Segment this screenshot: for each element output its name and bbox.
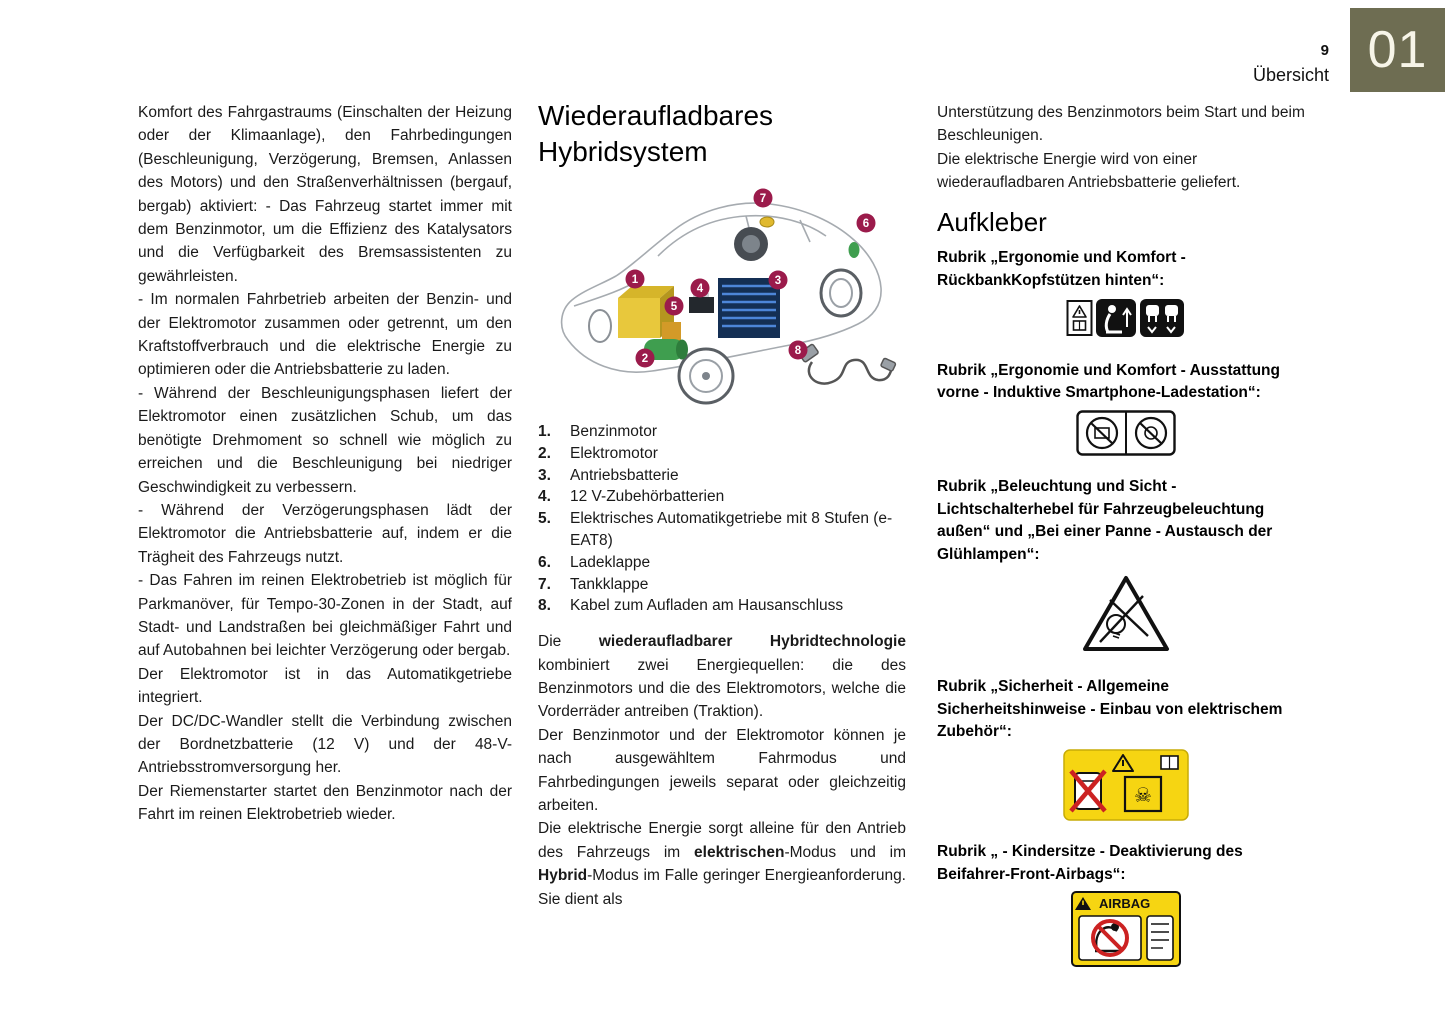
- legend-item: [538, 465, 906, 487]
- marker-3-label: 3: [774, 275, 782, 287]
- sticker-rubrik-label: Rubrik „Sicherheit - Allgemeine Sicherheitshinweise - Einbau von elektrischem Zubehör“:: [937, 678, 1283, 741]
- left-column: [138, 101, 512, 827]
- bulb-warning-sticker-icon: [1080, 572, 1172, 663]
- page-number: 9: [1320, 42, 1329, 59]
- marker-2-label: 2: [641, 353, 649, 365]
- legend-item: [538, 486, 906, 508]
- airbag-sticker-icon: [1071, 891, 1181, 974]
- legend-label: Antriebsbatterie: [570, 466, 679, 484]
- legend-label: Elektrisches Automatikgetriebe mit 8 Stufen (e-EAT8): [570, 510, 893, 549]
- marker-8-label: 8: [794, 345, 802, 357]
- legend-number: 6.: [538, 553, 551, 571]
- body-paragraph: [538, 630, 906, 724]
- charging-cable-shape: [799, 344, 896, 384]
- body-paragraph: [538, 817, 906, 911]
- sticker-rubrik-label: Rubrik „Ergonomie und Komfort - Ausstattung vorne - Induktive Smartphone-Ladestation“:: [937, 361, 1280, 402]
- chapter-number: 01: [1367, 21, 1428, 79]
- legend-number: 4.: [538, 488, 551, 506]
- legend-label: Elektromotor: [570, 444, 658, 462]
- body-paragraph: - Während der Verzögerungsphasen lädt der Elektromotor die Antriebsbatterie auf, indem er die Trägheit des Fahrzeugs nutzt.: [138, 501, 512, 566]
- wireless-charging-sticker-icon: [1076, 410, 1176, 463]
- drive-battery-shape: [718, 278, 780, 338]
- text-segment: Die elektrische Energie sorgt alleine für den Antrieb des Fahrzeugs im: [538, 820, 906, 861]
- body-paragraph: Der Benzinmotor und der Elektromotor können je nach ausgewähltem Fahrmodus und Fahrbedingungen jeweils separat oder gleichzeitig arbeiten.: [538, 726, 906, 815]
- text-segment: kombiniert zwei Energiequellen: die des Benzinmotors und die des Elektromotors, welche die Vorderräder antreiben (Traktion).: [538, 656, 906, 721]
- body-paragraph: - Das Fahren im reinen Elektrobetrieb ist möglich für Parkmanöver, für Tempo-30-Zonen in der Stadt, auf Stadt- und Landstraßen bei gleichmäßiger Fahrt und auf Autobahnen bei leichter Verzögerung oder bergab.: [138, 572, 512, 660]
- hybrid-description: [538, 630, 906, 911]
- text-segment-bold: Hybrid: [538, 867, 588, 885]
- legend-item: [538, 552, 906, 574]
- svg-text:☠: ☠: [1134, 784, 1152, 807]
- legend-item: [538, 443, 906, 465]
- fuel-flap-shape: [760, 217, 774, 227]
- charge-flap-shape: [849, 242, 860, 258]
- right-column: [937, 101, 1315, 977]
- legend-label: 12 V-Zubehörbatterien: [570, 488, 725, 506]
- chapter-tab: [1350, 8, 1445, 92]
- diagram-legend: [538, 421, 906, 617]
- legend-item: [538, 574, 906, 596]
- legend-label: Tankklappe: [570, 575, 649, 593]
- text-segment-bold: wiederaufladbarer Hybridtechnologie: [598, 633, 906, 651]
- body-paragraph: Komfort des Fahrgastraums (Einschalten der Heizung oder der Klimaanlage), den Fahrbedingungen (Beschleunigung, Verzögerung, Bremsen, Anlassen des Motors) und den Straßenverhältnissen (bergauf, bergab) aktiviert: - Das Fahrzeug startet immer mit dem Benzinmotor, um die Effizienz des Katalysators und die Verfügbarkeit des Bremsassistenten zu gewährleisten.: [138, 104, 512, 285]
- marker-6-label: 6: [862, 218, 870, 230]
- body-paragraph: Unterstützung des Benzinmotors beim Start und beim Beschleunigen.: [937, 104, 1305, 145]
- middle-column: [538, 98, 906, 911]
- legend-item: [538, 421, 906, 443]
- electrical-accessory-sticker-icon: [1063, 749, 1189, 828]
- text-segment: -Modus und im: [784, 843, 907, 861]
- legend-label: Kabel zum Aufladen am Hausanschluss: [570, 597, 844, 615]
- legend-label: Ladeklappe: [570, 553, 651, 571]
- section-title: Übersicht: [1252, 65, 1329, 85]
- sticker-rubrik-label: Rubrik „Ergonomie und Komfort - RückbankKopfstützen hinten“:: [937, 249, 1186, 289]
- airbag-sticker-text: AIRBAG: [1099, 896, 1151, 912]
- sticker-rubrik-label: Rubrik „Beleuchtung und Sicht - Lichtschalterhebel für Fahrzeugbeleuchtung außen“ und „Bei einer Panne - Austausch der Glühlampen“:: [937, 478, 1273, 563]
- marker-5-label: 5: [670, 301, 678, 313]
- legend-item: [538, 595, 906, 617]
- legend-number: 1.: [538, 423, 551, 440]
- body-paragraph: - Im normalen Fahrbetrieb arbeiten der Benzin- und der Elektromotor zusammen oder getrennt, um den Kraftstoffverbrauch und die elektrische Energie zu optimieren oder die Antriebsbatterie zu laden.: [138, 291, 512, 379]
- legend-number: 5.: [538, 510, 551, 528]
- car-diagram-illustration: [538, 178, 906, 413]
- gearbox-shape: [662, 322, 681, 341]
- page-title: Wiederaufladbares Hybridsystem: [538, 100, 774, 167]
- body-paragraph: Der Riemenstarter startet den Benzinmotor nach der Fahrt im reinen Elektrobetrieb wieder.: [138, 782, 512, 824]
- hybrid-system-diagram: [538, 178, 906, 413]
- marker-7-label: 7: [759, 193, 767, 205]
- legend-number: 3.: [538, 466, 551, 484]
- body-paragraph: Die elektrische Energie wird von einer wiederaufladbaren Antriebsbatterie geliefert.: [937, 150, 1241, 192]
- text-segment: Die: [538, 633, 599, 651]
- body-paragraph: - Während der Beschleunigungsphasen liefert der Elektromotor einen zusätzlichen Schub, um das benötigte Drehmoment so schnell wie möglich zu erreichen und die Beschleunigung bei niedriger Geschwindigkeit zu verbessern.: [138, 384, 512, 496]
- text-segment-bold: elektrischen: [694, 843, 785, 861]
- headrest-sticker-icon: [1066, 297, 1186, 346]
- legend-number: 8.: [538, 597, 551, 615]
- stickers-heading: Aufkleber: [937, 206, 1047, 237]
- legend-label: Benzinmotor: [570, 423, 658, 440]
- legend-number: 2.: [538, 444, 551, 462]
- legend-item: [538, 508, 906, 552]
- sticker-rubrik-label: Rubrik „ - Kindersitze - Deaktivierung des Beifahrer-Front-Airbags“:: [937, 843, 1243, 883]
- legend-number: 7.: [538, 575, 551, 593]
- text-segment: -Modus im Falle geringer Energieanforderung. Sie dient als: [538, 867, 906, 908]
- body-paragraph: Der DC/DC-Wandler stellt die Verbindung zwischen der Bordnetzbatterie (12 V) und der 48-V-Antriebsstromversorgung her.: [138, 712, 512, 777]
- marker-1-label: 1: [631, 274, 639, 286]
- page-header: [1253, 42, 1329, 86]
- body-paragraph: Der Elektromotor ist in das Automatikgetriebe integriert.: [138, 665, 512, 707]
- marker-4-label: 4: [696, 283, 704, 295]
